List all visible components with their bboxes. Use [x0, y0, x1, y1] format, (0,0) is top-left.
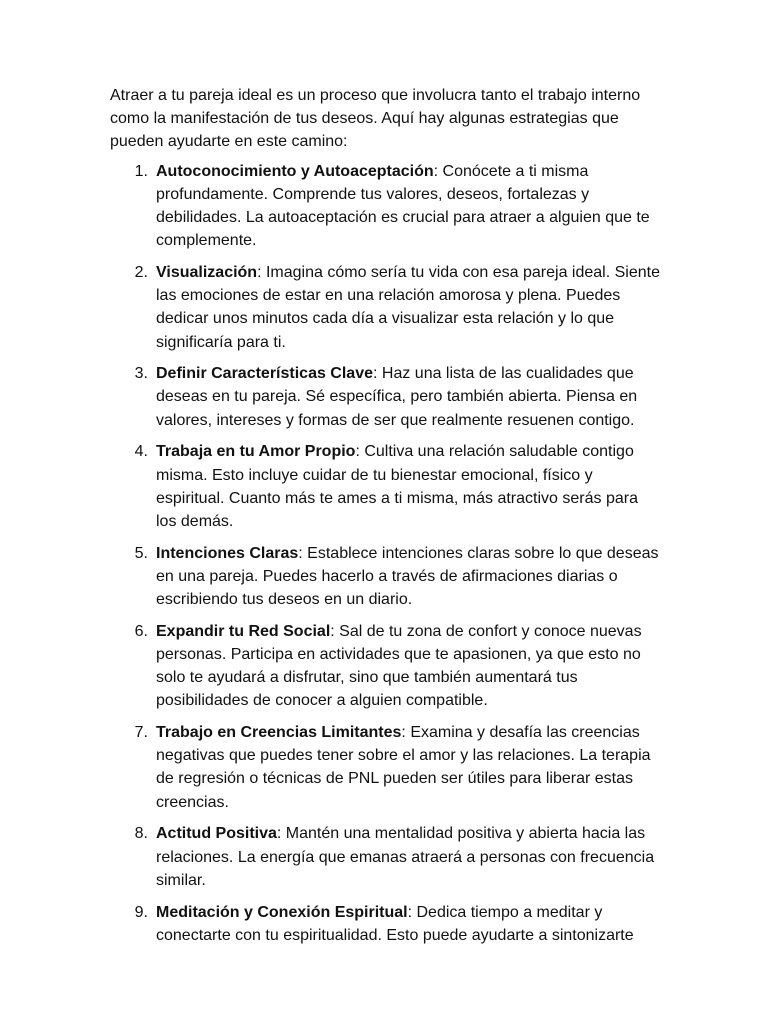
item-text: : Mantén una mentalidad positiva y abierta hacia las relaciones. La energía que emanas atraerá a personas con frecuencia similar. [156, 825, 655, 889]
strategy-list [110, 160, 660, 947]
list-item [110, 542, 660, 612]
item-text: : Examina y desafía las creencias negativas que puedes tener sobre el amor y las relaciones. La terapia de regresión o técnicas de PNL pueden ser útiles para liberar estas creencias. [156, 724, 651, 811]
item-number: 5. [134, 544, 148, 562]
list-item [110, 440, 660, 533]
list-item [110, 620, 660, 713]
list-item [110, 261, 660, 354]
item-term: Definir Características Clave [156, 365, 373, 383]
item-number: 8. [134, 825, 148, 843]
item-number: 4. [134, 443, 148, 461]
list-item [110, 362, 660, 432]
item-number: 9. [134, 903, 148, 921]
item-term: Trabajo en Creencias Limitantes [156, 724, 402, 742]
item-term: Autoconocimiento y Autoaceptación [156, 162, 434, 180]
item-number: 2. [134, 263, 148, 281]
item-text: : Conócete a ti misma profundamente. Comprende tus valores, deseos, fortalezas y debilidades. La autoaceptación es crucial para atraer a alguien que te complemente. [156, 162, 650, 250]
document-page [110, 84, 660, 955]
item-text: : Sal de tu zona de confort y conoce nuevas personas. Participa en actividades que te apasionen, ya que esto no solo te ayudará a disfrutar, sino que también aumentará tus posibilidades de conocer a alguien compatible. [156, 622, 642, 710]
item-text: : Establece intenciones claras sobre lo que deseas en una pareja. Puedes hacerlo a través de afirmaciones diarias o escribiendo tus deseos en un diario. [156, 544, 659, 609]
list-item [110, 822, 660, 892]
item-term: Meditación y Conexión Espiritual [156, 903, 408, 921]
item-term: Expandir tu Red Social [156, 622, 331, 640]
item-term: Intenciones Claras [156, 544, 299, 562]
item-number: 6. [134, 622, 148, 640]
item-text: : Cultiva una relación saludable contigo misma. Esto incluye cuidar de tu bienestar emocional, físico y espiritual. Cuanto más te ames a ti misma, más atractivo serás para los demás. [156, 443, 638, 530]
intro-paragraph: Atraer a tu pareja ideal es un proceso que involucra tanto el trabajo interno como la manifestación de tus deseos. Aquí hay algunas estrategias que pueden ayudarte en este camino: [110, 87, 641, 151]
item-number: 7. [134, 724, 148, 742]
item-number: 1. [134, 162, 148, 180]
list-item [110, 160, 660, 253]
item-number: 3. [134, 365, 148, 383]
item-text: : Imagina cómo sería tu vida con esa pareja ideal. Siente las emociones de estar en una relación amorosa y plena. Puedes dedicar unos minutos cada día a visualizar esta relación y lo que significaría para ti. [156, 263, 660, 351]
list-item [110, 721, 660, 814]
item-text: : Haz una lista de las cualidades que deseas en tu pareja. Sé específica, pero también abierta. Piensa en valores, intereses y formas de ser que realmente resuenen contigo. [156, 365, 638, 429]
item-term: Actitud Positiva [156, 825, 277, 843]
item-term: Visualización [156, 263, 258, 281]
item-term: Trabaja en tu Amor Propio [156, 443, 356, 461]
list-item [110, 901, 660, 947]
item-text: : Dedica tiempo a meditar y conectarte con tu espiritualidad. Esto puede ayudarte a sintonizarte [156, 903, 634, 944]
